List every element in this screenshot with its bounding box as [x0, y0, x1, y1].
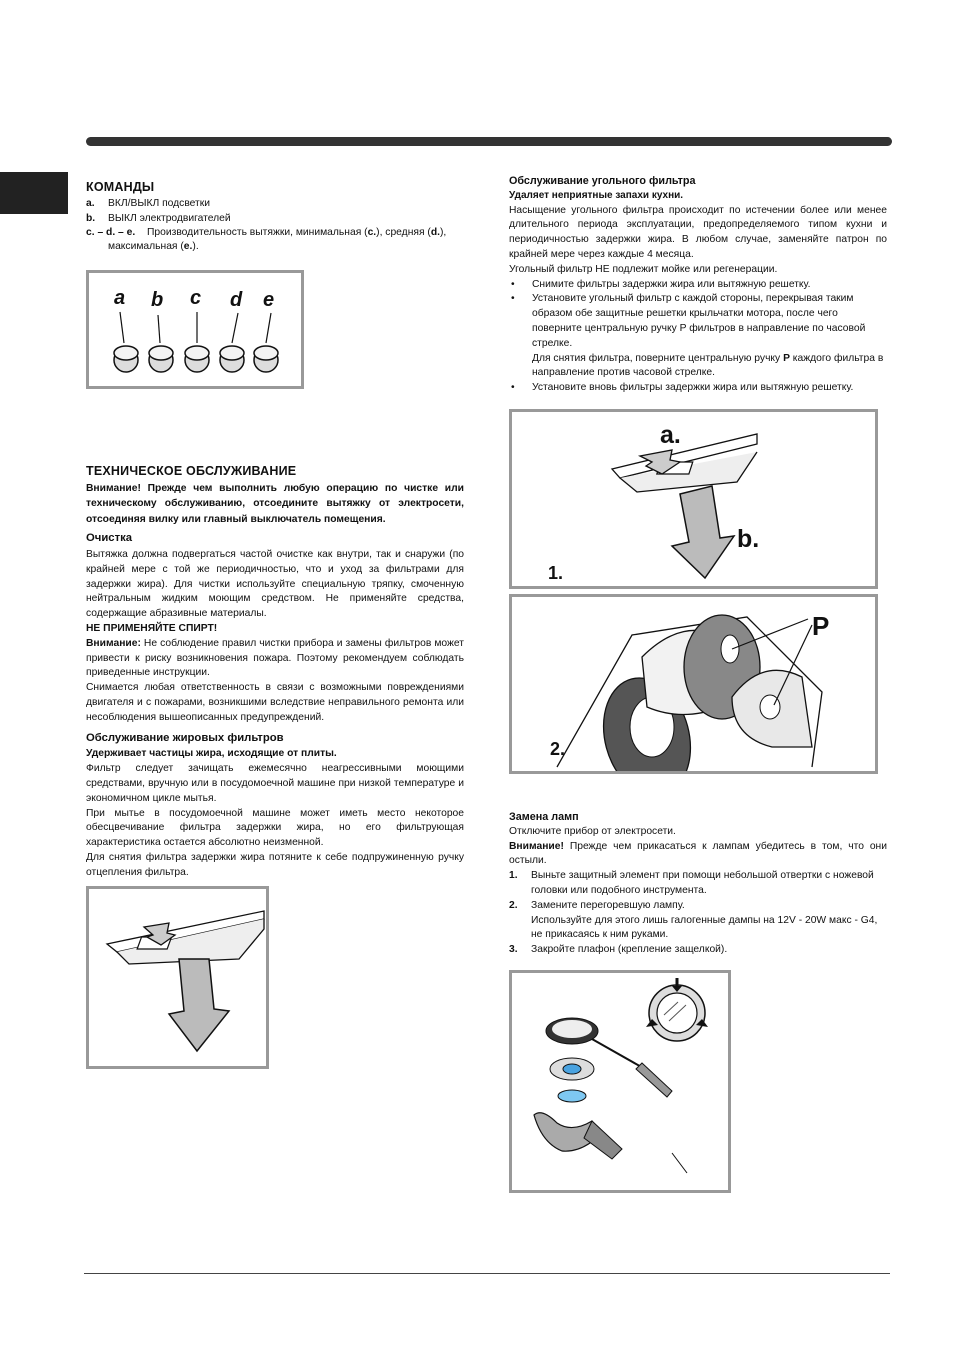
charcoal-label-b: b. [737, 525, 760, 553]
lamps-step-2: 2. Замените перегоревшую лампу. Используйте для этого лишь галогенные дампы на 12V - 20W макс - G4, не прикасаясь к ним руками. [509, 899, 878, 941]
cleaning-title: Очистка [86, 532, 133, 545]
control-label-c: c [190, 287, 202, 309]
command-item-b: b. ВЫКЛ электродвигателей [86, 212, 231, 224]
footer-rule [84, 1273, 890, 1274]
control-label-d: d [230, 289, 243, 311]
charcoal-text-1: Насыщение угольного фильтра происходит по истечении более или менее длительного периода эксплуатации, предопределяемого типом кухни и периодичностью задержки жира. В любом случае, заменяйте патрон по крайней мере через каждые 4 месяца. [509, 204, 887, 260]
lamp-replacement-figure [509, 970, 731, 1193]
grease-text-3: Для снятия фильтра задержки жира потяните к себе подпружиненную ручку отцепления фильтра. [86, 852, 464, 878]
control-label-b: b [151, 289, 164, 311]
control-panel-figure [86, 270, 304, 389]
maintenance-warning: Внимание! Прежде чем выполнить любую операцию по чистке или техническому обслуживанию, отсоедините вытяжку от электросети, отсоединяя вилку или главный выключатель помещения. [86, 482, 464, 525]
charcoal-section [509, 174, 887, 396]
lamps-step-1: 1. Выньте защитный элемент при помощи небольшой отвертки с ножевой головки или подобного инструмента. [509, 870, 874, 896]
cleaning-attention: Внимание: Не соблюдение правил чистки прибора и замены фильтров может привести к риску возникновения пожара. Поэтому рекомендуем соблюдать приведенные инструкции. [86, 637, 464, 679]
control-label-a: a [114, 287, 126, 309]
grease-subtitle: Удерживает частицы жира, исходящие от плиты. [86, 748, 337, 760]
maintenance-title: ТЕХНИЧЕСКОЕ ОБСЛУЖИВАНИЕ [86, 464, 297, 478]
lamp-cover-icon [646, 978, 708, 1041]
grease-text-2: При мытье в посудомоечной машине может иметь место некоторое обесцвечивание фильтра задержки жира, но его фильтрующая характеристика остается абсолютно неизменной. [86, 807, 464, 849]
charcoal-step-1: • Снимите фильтры задержки жира или вытяжную решетку. [511, 278, 811, 290]
command-item-cde: c. – d. – e. Производительность вытяжки, минимальная (c.), средняя (d.), [86, 227, 447, 239]
maintenance-section [86, 464, 464, 881]
charcoal-label-step-1: 1. [548, 563, 564, 583]
cleaning-liability: Снимается любая ответственность в связи с возможными повреждениями двигателя и с пожарами, возникшими вследствие неправильного ремонта или несоблюдения вышеописанных предупреждений. [86, 682, 464, 723]
header-bar [86, 137, 892, 146]
grease-title: Обслуживание жировых фильтров [86, 731, 284, 744]
commands-title: КОМАНДЫ [86, 180, 155, 194]
lamps-section [509, 810, 887, 958]
control-buttons [114, 346, 278, 372]
charcoal-step-3: • Установите вновь фильтры задержки жира или вытяжную решетку. [511, 382, 854, 394]
cleaning-text: Вытяжка должна подвергаться частой очистке как внутри, так и снаружи (по крайней мере с той же периодичностью, что и уход за фильтрами для задержки жира). Для чистки используйте специальную тряпку, смоченную нейтральным жидким моющим средством. Не применяйте средства, содержащие абразивные материалы. [86, 549, 464, 620]
charcoal-title: Обслуживание угольного фильтра [509, 175, 696, 187]
no-alcohol-note: НЕ ПРИМЕНЯЙТЕ СПИРТ! [86, 623, 218, 635]
control-label-e: e [263, 289, 275, 311]
charcoal-subtitle: Удаляет неприятные запахи кухни. [509, 189, 684, 201]
side-tab [0, 172, 68, 214]
commands-section [86, 180, 464, 255]
grease-filter-figure [86, 886, 269, 1069]
lamps-text-1: Отключите прибор от электросети. [509, 825, 676, 837]
grease-text-1: Фильтр следует зачищать ежемесячно неагрессивными моющими средствами, вручную или в посудомоечной машине при низкой температуре и экономичном цикле мытья. [86, 763, 464, 804]
lamps-attention: Внимание! Прежде чем прикасаться к лампам убедитесь в том, что они остыли. [509, 840, 887, 867]
lamps-step-3: 3. Закройте плафон (крепление защелкой). [509, 944, 728, 956]
charcoal-label-step-2: 2. [550, 739, 566, 759]
command-item-cde-continued: максимальная (e.). [108, 241, 199, 253]
command-item-a: a. ВКЛ/ВЫКЛ подсветки [86, 197, 211, 209]
charcoal-figure-1 [509, 409, 878, 589]
charcoal-step-2: • Установите угольный фильтр с каждой стороны, перекрывая таким образом обе защитные решетки крыльчатки мотора, после чего поверните центральную ручку P фильтров в направление по часовой стрелке. Для снятия фильтра, поверните центральную ручку P каждого фильтра в направление против часовой стрелке. [511, 293, 884, 379]
charcoal-label-a: a. [660, 421, 681, 449]
lamps-title: Замена ламп [509, 811, 579, 823]
charcoal-label-p: P [812, 611, 830, 641]
charcoal-figure-2 [509, 594, 878, 774]
charcoal-text-2: Угольный фильтр НЕ подлежит мойке или регенерации. [509, 263, 778, 275]
